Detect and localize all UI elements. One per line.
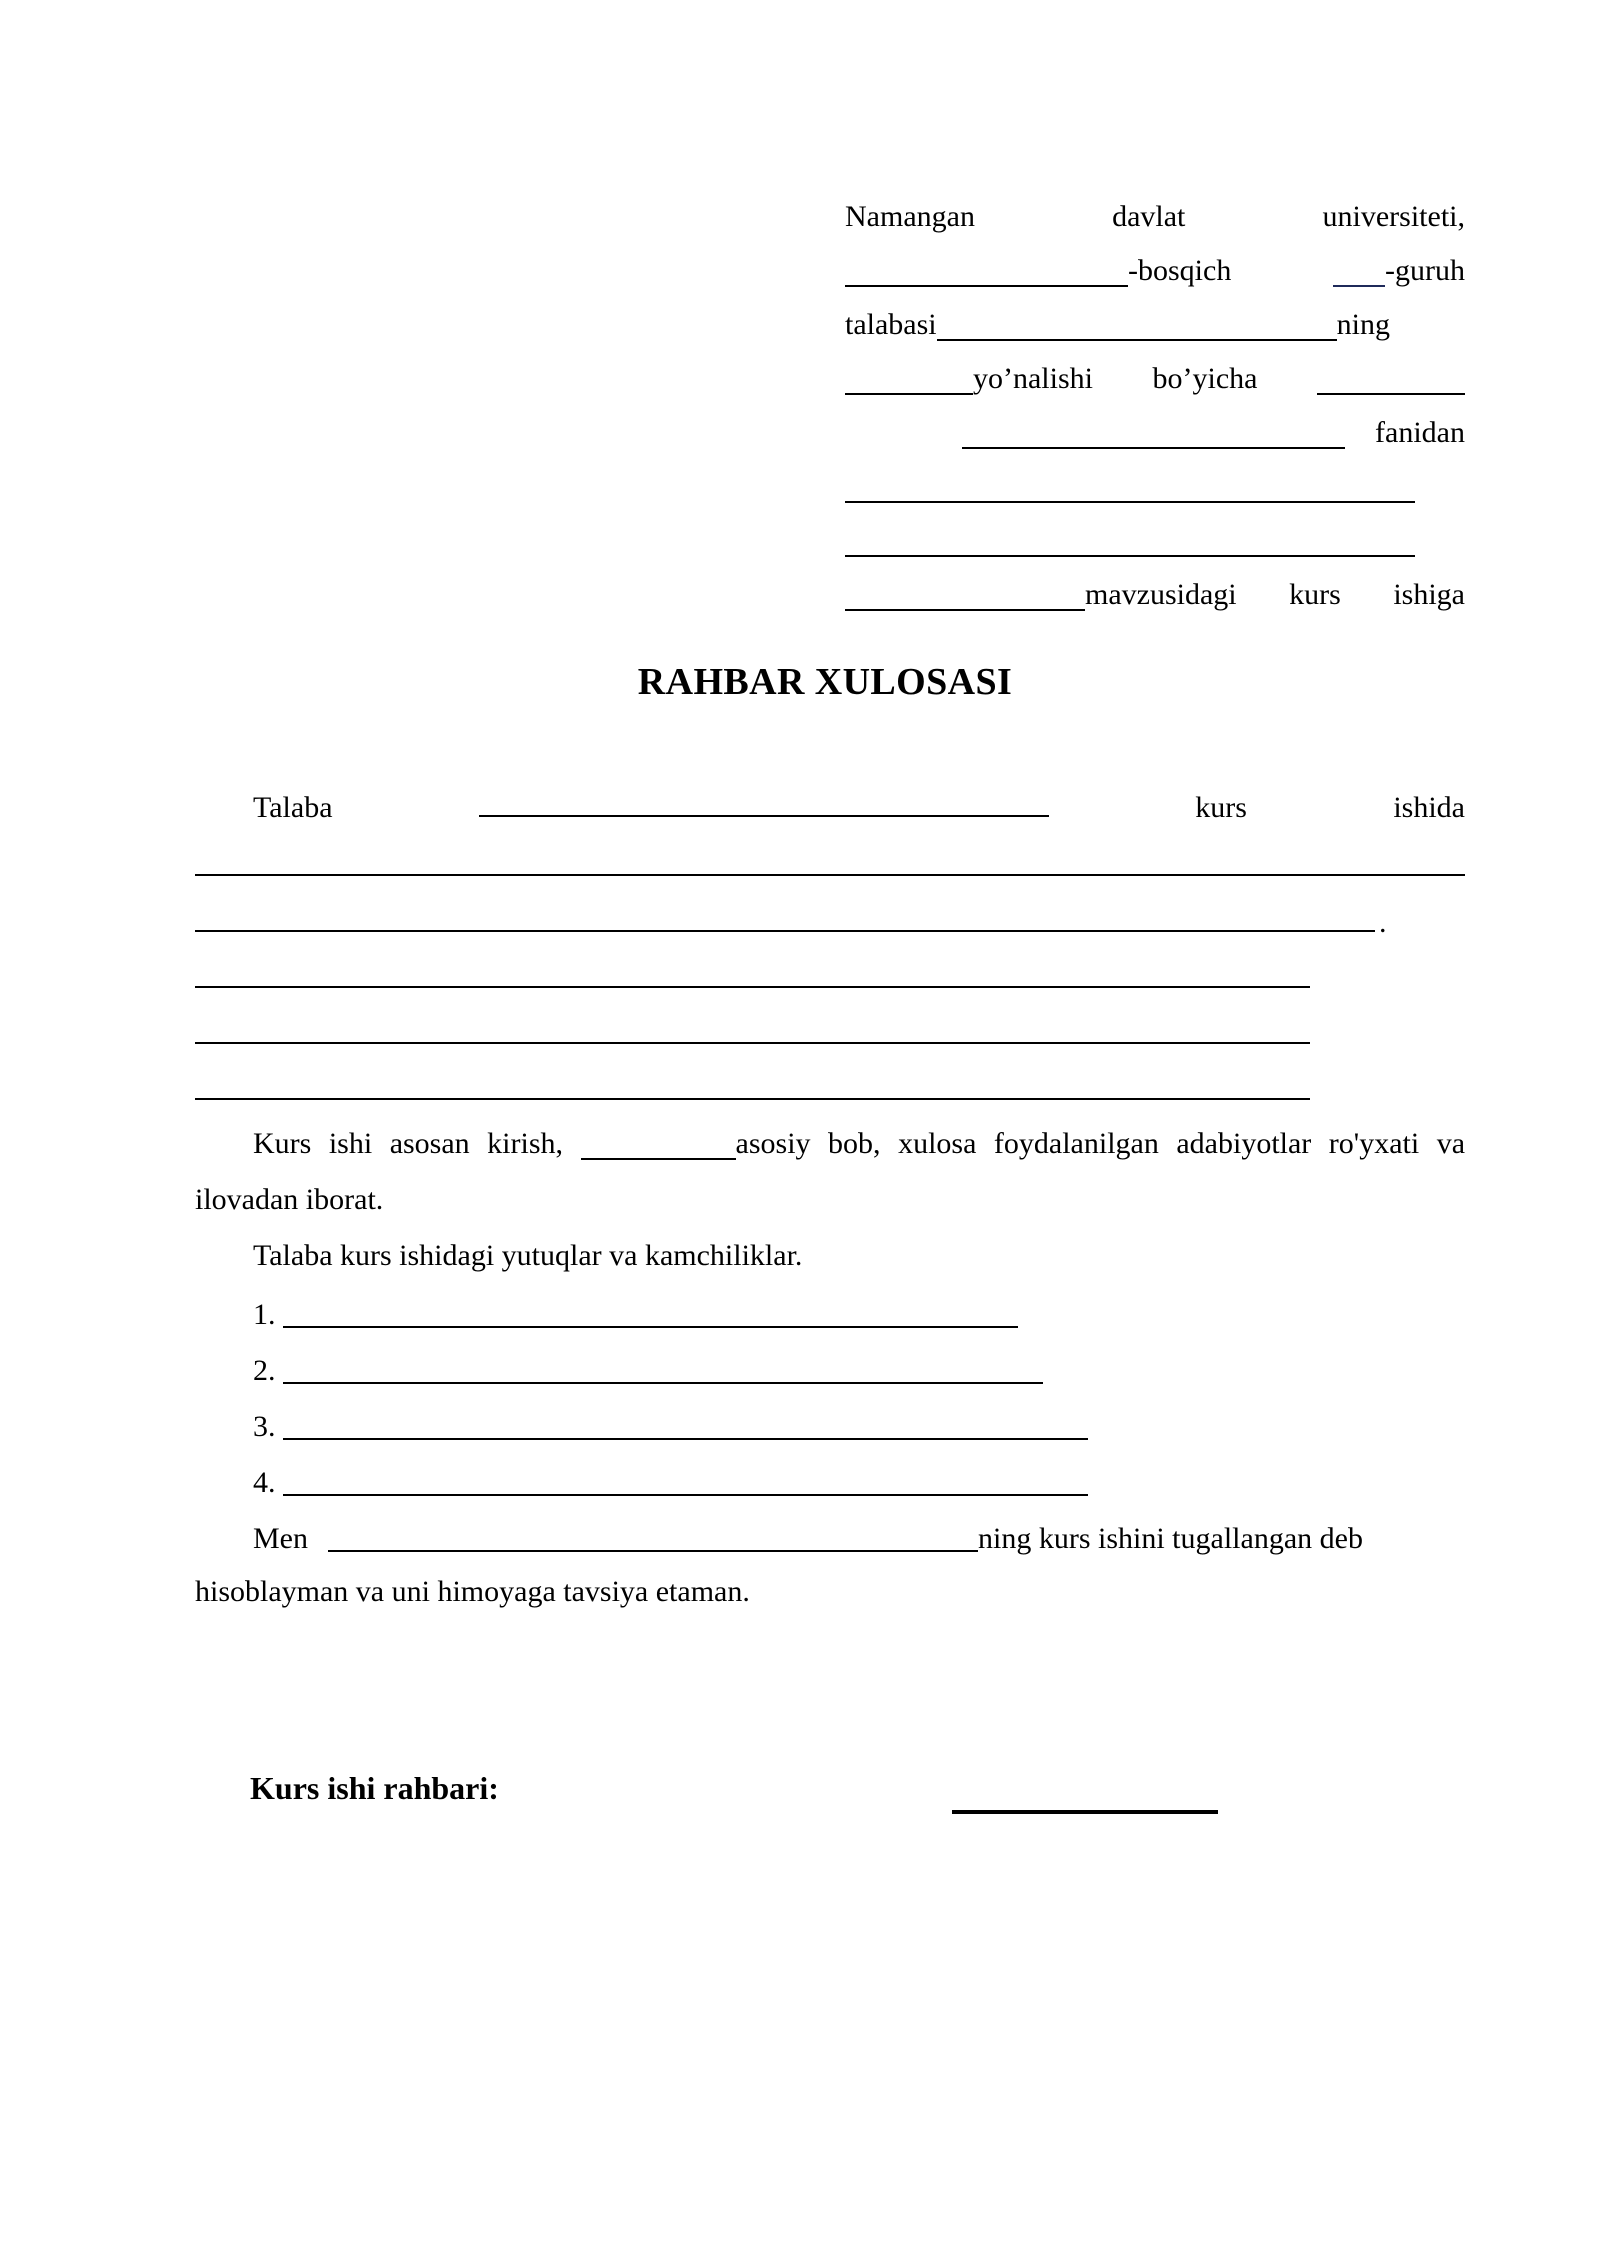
header-text-yonalishi: yo’nalishi bo’yicha — [973, 362, 1258, 395]
header-text-fanidan: fanidan — [1375, 416, 1465, 449]
fan-blank-field[interactable] — [962, 417, 1345, 450]
list-item-number: 3. — [253, 1410, 276, 1443]
document-body — [195, 780, 1465, 1620]
comment-rule-row-4[interactable] — [195, 1004, 1465, 1060]
header-line-4 — [845, 352, 1465, 406]
comment-rule-row-5[interactable] — [195, 1060, 1465, 1116]
comment-blank-line-2[interactable] — [195, 930, 1375, 932]
structure-paragraph-part2: asosiy bob, xulosa foydalanilgan adabiyotlar ro'yxati va ilovadan iborat. — [195, 1127, 1466, 1216]
header-word-namangan: Namangan — [845, 200, 975, 233]
comment-blank-line-3[interactable] — [195, 986, 1310, 988]
header-text-mavzusidagi: mavzusidagi kurs ishiga — [1085, 578, 1465, 611]
list-item-number: 1. — [253, 1298, 276, 1331]
structure-paragraph-part1: Kurs ishi asosan kirish, — [253, 1127, 564, 1160]
list-item-blank-field-3[interactable] — [283, 1438, 1088, 1440]
list-item[interactable] — [195, 1452, 1465, 1508]
comment-blank-line-5[interactable] — [195, 1098, 1310, 1100]
yonalish-blank-field-2[interactable] — [1317, 363, 1465, 396]
conclusion-suffix: ning kurs ishini tugallangan deb — [978, 1522, 1363, 1555]
header-line-2 — [845, 244, 1465, 298]
header-word-universiteti: universiteti, — [1322, 200, 1465, 233]
talaba-label: Talaba — [253, 791, 333, 824]
conclusion-name-blank-field[interactable] — [328, 1550, 978, 1552]
header-word-davlat: davlat — [1112, 200, 1186, 233]
mavzu-blank-field-1[interactable] — [845, 471, 1415, 504]
structure-paragraph — [195, 1116, 1465, 1228]
header-line-5 — [845, 406, 1465, 460]
page-title: RAHBAR XULOSASI — [637, 661, 1013, 703]
comment-rule-row-1[interactable] — [195, 836, 1465, 892]
comment-rule-row-2[interactable] — [195, 892, 1465, 948]
asosiy-bob-count-blank-field[interactable] — [581, 1128, 736, 1161]
talabasi-blank-field[interactable] — [937, 309, 1337, 342]
list-item-blank-field-4[interactable] — [283, 1494, 1088, 1496]
header-text-talabasi: talabasi — [845, 308, 937, 341]
list-item-number: 2. — [253, 1354, 276, 1387]
header-line-1 — [845, 190, 1465, 244]
header-line-6 — [845, 460, 1465, 514]
talaba-name-blank-field[interactable] — [479, 784, 1049, 817]
talaba-line — [195, 780, 1465, 836]
signature-label: Kurs ishi rahbari: — [250, 1770, 499, 1806]
signature-blank-field[interactable] — [952, 1810, 1218, 1814]
talaba-word-kurs: kurs — [1195, 791, 1247, 824]
header-text-ning: ning — [1336, 308, 1390, 341]
bosqich-blank-field[interactable] — [845, 255, 1128, 288]
list-item-number: 4. — [253, 1466, 276, 1499]
mavzu-blank-field-3[interactable] — [845, 579, 1085, 612]
list-item-blank-field-2[interactable] — [283, 1382, 1043, 1384]
comment-rule-row-3[interactable] — [195, 948, 1465, 1004]
comment-period-1: . — [1379, 906, 1387, 939]
guruh-blank-field[interactable] — [1333, 255, 1385, 288]
header-address-block — [845, 190, 1465, 622]
merits-heading: Talaba kurs ishidagi yutuqlar va kamchiliklar. — [253, 1239, 803, 1272]
header-text-guruh: -guruh — [1385, 254, 1465, 287]
conclusion-line — [195, 1508, 1465, 1564]
conclusion-closing: hisoblayman va uni himoyaga tavsiya etaman. — [195, 1575, 750, 1608]
comment-blank-line-1[interactable] — [195, 874, 1465, 876]
list-item-blank-field-1[interactable] — [283, 1326, 1018, 1328]
header-line-7 — [845, 514, 1465, 568]
signature-row — [250, 1770, 1250, 1807]
conclusion-prefix: Men — [253, 1522, 308, 1555]
yonalish-blank-field-1[interactable] — [845, 363, 973, 396]
list-item[interactable] — [195, 1396, 1465, 1452]
header-line-8 — [845, 568, 1465, 622]
list-item[interactable] — [195, 1340, 1465, 1396]
mavzu-blank-field-2[interactable] — [845, 525, 1415, 558]
comment-blank-line-4[interactable] — [195, 1042, 1310, 1044]
talaba-word-ishida: ishida — [1393, 791, 1465, 824]
header-line-3 — [845, 298, 1465, 352]
header-text-bosqich: -bosqich — [1128, 254, 1232, 287]
list-item[interactable] — [195, 1284, 1465, 1340]
